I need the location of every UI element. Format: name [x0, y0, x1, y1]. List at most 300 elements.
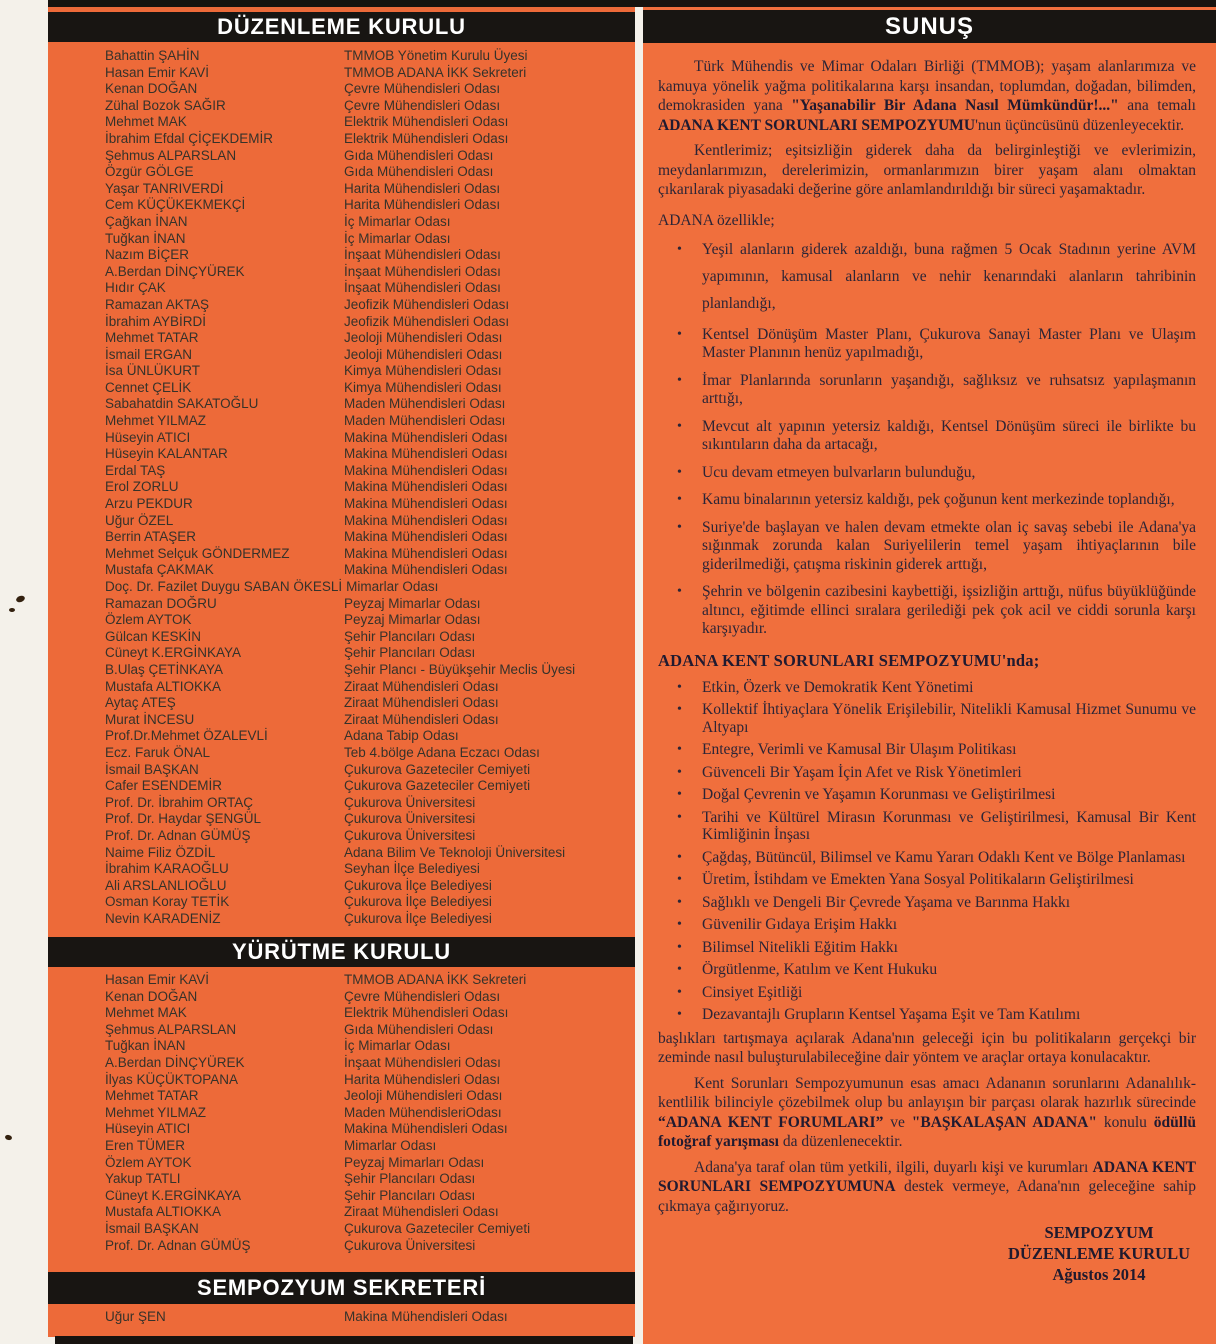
bullet-item — [658, 961, 1196, 979]
member-organization: Makina Mühendisleri Odası — [344, 462, 508, 478]
bullet-text — [702, 1006, 1080, 1023]
committee-member-row — [48, 529, 635, 546]
member-organization: Makina Mühendisleri Odası — [344, 529, 508, 545]
text-run: Kentsel Dönüşüm Master Planı, Çukurova Sanayi Master Planı ve Ulaşım Master Planının henüz yapılmadığı, — [702, 325, 1196, 361]
committee-member-row — [48, 1309, 635, 1326]
committee-member-row — [48, 197, 635, 214]
member-organization: Çukurova Üniversitesi — [344, 827, 476, 843]
bullet-icon: • — [677, 939, 682, 955]
bullet-text — [702, 786, 1055, 803]
bullet-icon: • — [677, 241, 682, 257]
member-name: Özlem AYTOK — [105, 612, 192, 628]
committee-member-row — [48, 712, 635, 729]
member-name: Özgür GÖLGE — [105, 164, 194, 180]
bold-text-run: ADANA KENT SORUNLARI SEMPOZYUMU'nda; — [658, 650, 1040, 670]
committee-member-row — [48, 330, 635, 347]
sunus-paragraph — [658, 1074, 1196, 1152]
member-organization: Harita Mühendisleri Odası — [344, 197, 501, 213]
committee-member-row — [48, 1155, 635, 1172]
sunus-panel — [643, 0, 1216, 1344]
member-name: Prof. Dr. Adnan GÜMÜŞ — [105, 827, 251, 843]
bullet-icon: • — [677, 742, 682, 757]
sunus-bullet-list — [658, 679, 1196, 1024]
member-organization: Kimya Mühendisleri Odası — [344, 363, 502, 379]
member-organization: Makina Mühendisleri Odası — [344, 496, 508, 512]
bullet-text — [702, 679, 973, 696]
member-organization: Çukurova İlçe Belediyesi — [344, 894, 492, 910]
text-run: Cinsiyet Eşitliği — [702, 983, 803, 1001]
bullet-icon: • — [677, 519, 682, 535]
committee-member-row — [48, 280, 635, 297]
member-organization: Mimarlar Odası — [344, 1137, 437, 1153]
bold-text-run: ödüllü fotoğraf yarışması — [658, 1113, 1196, 1150]
member-name: Cüneyt K.ERGİNKAYA — [105, 1187, 242, 1203]
member-name: İsa ÜNLÜKURT — [105, 363, 201, 379]
member-organization: Makina Mühendisleri Odası — [344, 512, 508, 528]
member-organization: Maden Mühendisleri Odası — [344, 396, 506, 412]
sekreter-member-list — [48, 1309, 635, 1326]
bullet-text — [702, 894, 1070, 911]
scan-edge-top — [48, 0, 1216, 7]
text-run: başlıkları tartışmaya açılarak Adana'nın geleceği için bu politikaların gerçekçi bir zeminde nasıl buluşturulabileceğine dair yöntem ve araçlar ortaya konulacaktır. — [658, 1029, 1196, 1066]
bold-text-run: ADANA KENT SORUNLARI SEMPOZYUMU — [658, 116, 976, 134]
text-run: Çağdaş, Bütüncül, Bilimsel ve Kamu Yararı Odaklı Kent ve Bölge Planlaması — [702, 848, 1186, 866]
member-organization: Ziraat Mühendisleri Odası — [344, 695, 499, 711]
text-run: Mevcut alt yapının yetersiz kaldığı, Kentsel Dönüşüm süreci ile birlikte bu sıkıntıların daha da artacağı, — [702, 417, 1196, 453]
member-name: Cem KÜÇÜKEKMEKÇİ — [105, 197, 246, 213]
bullet-text — [702, 418, 1196, 454]
bullet-item — [658, 984, 1196, 1002]
member-name: Hasan Emir KAVİ — [105, 972, 210, 987]
committee-member-row — [48, 662, 635, 679]
committee-member-row — [48, 629, 635, 646]
committee-member-row — [48, 695, 635, 712]
member-name: Tuğkan İNAN — [105, 230, 186, 246]
text-run: ADANA özellikle; — [658, 211, 775, 229]
text-run: Örgütlenme, Katılım ve Kent Hukuku — [702, 961, 938, 978]
member-name: Mehmet MAK — [105, 114, 187, 130]
bold-text-run: "Yaşanabilir Bir Adana Nasıl Mümkündür!..." — [791, 97, 1119, 114]
bullet-item — [658, 372, 1196, 409]
bullet-text — [702, 583, 1196, 637]
signature-line: DÜZENLEME KURULU — [1008, 1244, 1190, 1263]
member-name: Hıdır ÇAK — [105, 280, 166, 296]
text-run: da düzenlenecektir. — [778, 1133, 903, 1150]
member-name: Mehmet Selçuk GÖNDERMEZ — [105, 545, 290, 561]
member-name: Prof. Dr. Adnan GÜMÜŞ — [105, 1237, 251, 1253]
text-run: Kent Sorunları Sempozyumunun esas amacı Adananın sorunlarını Adanalılık-kentlilik bilinciyle çözebilmek olup bu anlayışın bir parçası olarak hazırlık sürecinde — [658, 1074, 1196, 1111]
bullet-item — [658, 741, 1196, 759]
member-organization: Jeofizik Mühendisleri Odası — [344, 313, 510, 329]
bullet-icon: • — [677, 702, 682, 717]
member-organization: Makina Mühendisleri Odası — [344, 479, 508, 495]
ink-speck — [4, 1134, 12, 1141]
member-organization: Gıda Mühendisleri Odası — [344, 147, 494, 163]
member-organization: Kimya Mühendisleri Odası — [344, 379, 502, 395]
member-name: Ramazan AKTAŞ — [105, 296, 210, 312]
committee-member-row — [48, 679, 635, 696]
bullet-icon: • — [677, 326, 682, 342]
committee-member-row — [48, 795, 635, 812]
section-header-sunus — [643, 10, 1216, 43]
member-name: Naime Filiz ÖZDİL — [105, 844, 216, 860]
committee-member-row — [48, 579, 635, 596]
member-organization: Harita Mühendisleri Odası — [344, 1071, 501, 1087]
member-organization: İç Mimarlar Odası — [344, 1038, 451, 1054]
committee-member-row — [48, 1022, 635, 1039]
member-name: Kenan DOĞAN — [105, 81, 198, 97]
committee-member-row — [48, 562, 635, 579]
member-organization: Makina Mühendisleri Odası — [344, 429, 508, 445]
member-organization: Şehir Plancıları Odası — [344, 628, 476, 644]
section-title: DÜZENLEME KURULU — [217, 14, 466, 39]
member-name: Uğur ŞEN — [105, 1309, 166, 1324]
member-organization: Çukurova Üniversitesi — [344, 811, 476, 827]
member-organization: Çukurova Üniversitesi — [344, 1237, 476, 1253]
bullet-item — [658, 491, 1196, 510]
member-name: Ecz. Faruk ÖNAL — [105, 744, 211, 760]
member-organization: Jeoloji Mühendisleri Odası — [344, 330, 503, 346]
committee-member-row — [48, 65, 635, 82]
member-name: A.Berdan DİNÇYÜREK — [105, 1054, 245, 1070]
committee-member-row — [48, 148, 635, 165]
committee-member-row — [48, 645, 635, 662]
committee-member-row — [48, 314, 635, 331]
member-organization: Mimarlar Odası — [346, 579, 439, 594]
member-organization: Makina Mühendisleri Odası — [344, 562, 508, 578]
member-organization: Harita Mühendisleri Odası — [344, 180, 501, 196]
committee-member-row — [48, 430, 635, 447]
member-organization: Elektrik Mühendisleri Odası — [344, 114, 509, 130]
bullet-icon: • — [677, 679, 682, 695]
member-name: İbrahim Efdal ÇİÇEKDEMİR — [105, 130, 274, 146]
text-run: Dezavantajlı Grupların Kentsel Yaşama Eşit ve Tam Katılımı — [702, 1006, 1081, 1023]
bullet-text — [702, 871, 1134, 888]
committee-member-row — [48, 989, 635, 1006]
member-organization: İç Mimarlar Odası — [344, 230, 451, 246]
bullet-icon: • — [677, 492, 682, 507]
committee-member-row — [48, 231, 635, 248]
member-name: Çağkan İNAN — [105, 213, 188, 229]
committee-member-row — [48, 380, 635, 397]
bullet-text — [702, 764, 1022, 781]
sunus-paragraph — [658, 141, 1196, 200]
member-name: Doç. Dr. Fazilet Duygu SABAN ÖKESLİ — [105, 579, 343, 594]
committee-member-row — [48, 1221, 635, 1238]
member-organization: Peyzaj Mimarlar Odası — [344, 612, 481, 628]
member-name: Aytaç ATEŞ — [105, 695, 176, 711]
committee-member-row — [48, 972, 635, 989]
member-name: Mehmet YILMAZ — [105, 413, 207, 429]
member-organization: Peyzaj Mimarlar Odası — [344, 595, 481, 611]
member-name: B.Ulaş ÇETİNKAYA — [105, 661, 224, 677]
committee-member-row — [48, 596, 635, 613]
committee-member-row — [48, 811, 635, 828]
bullet-icon: • — [677, 984, 682, 1000]
member-name: Prof.Dr.Mehmet ÖZALEVLİ — [105, 728, 268, 744]
member-organization: Çukurova Gazeteciler Cemiyeti — [344, 761, 531, 777]
member-name: İsmail BAŞKAN — [105, 761, 199, 777]
member-name: Tuğkan İNAN — [105, 1038, 186, 1054]
text-run: Doğal Çevrenin ve Yaşamın Korunması ve Geliştirilmesi — [702, 786, 1056, 803]
committee-member-row — [48, 81, 635, 98]
bullet-text — [702, 984, 802, 1001]
member-name: Gülcan KESKİN — [105, 628, 202, 644]
text-run: Kamu binalarının yetersiz kaldığı, pek çoğunun kent merkezinde toplandığı, — [702, 491, 1175, 508]
member-organization: Maden MühendisleriOdası — [344, 1104, 502, 1120]
member-name: Mustafa ALTIOKKA — [105, 678, 222, 694]
member-name: Mustafa ÇAKMAK — [105, 562, 214, 578]
member-organization: Gıda Mühendisleri Odası — [344, 1021, 494, 1037]
member-organization: İnşaat Mühendisleri Odası — [344, 247, 501, 263]
text-run: Üretim, İstihdam ve Emekten Yana Sosyal Politikaların Geliştirilmesi — [702, 871, 1134, 888]
member-name: Zühal Bozok SAĞIR — [105, 97, 226, 113]
ink-speck — [9, 608, 15, 612]
text-run: Güvenceli Bir Yaşam İçin Afet ve Risk Yönetimleri — [702, 763, 1022, 781]
committee-member-row — [48, 114, 635, 131]
bullet-icon: • — [677, 764, 682, 780]
section-header-yurutme-kurulu — [48, 937, 635, 967]
committee-member-row — [48, 911, 635, 928]
bullet-text — [702, 961, 937, 978]
ink-speck — [15, 595, 26, 604]
member-name: Hüseyin ATICI — [105, 1121, 191, 1137]
bullet-icon: • — [677, 372, 682, 388]
bullet-item — [658, 519, 1196, 575]
bullet-text — [702, 491, 1175, 508]
committee-member-row — [48, 463, 635, 480]
committee-member-row — [48, 264, 635, 281]
text-run: Etkin, Özerk ve Demokratik Kent Yönetimi — [702, 678, 974, 696]
member-name: İsmail BAŞKAN — [105, 1220, 199, 1236]
bullet-text — [702, 241, 1196, 312]
section-header-sempozyum-sekreteri — [48, 1272, 635, 1304]
committee-member-row — [48, 98, 635, 115]
text-run: Suriye'de başlayan ve halen devam etmekte olan iç savaş sebebi ile Adana'ya sığınmak zorunda kalan Suriyelilerin temel yaşam ihtiyaçlarının bile giderilmediği, çatışma riskinin giderek arttığı, — [702, 518, 1196, 573]
member-name: Hasan Emir KAVİ — [105, 64, 210, 80]
committee-member-row — [48, 1121, 635, 1138]
member-name: Yakup TATLI — [105, 1171, 181, 1187]
bold-text-run: "BAŞKALAŞAN ADANA" — [911, 1113, 1097, 1131]
bold-text-run: ADANA KENT SORUNLARI SEMPOZYUMUNA — [658, 1158, 1196, 1195]
text-run: Kollektif İhtiyaçlara Yönelik Erişilebilir, Nitelikli Kamusal Hizmet Sunumu ve Altyapı — [702, 701, 1196, 736]
text-run: Türk Mühendis ve Mimar Odaları Birliği (TMMOB); yaşam alanlarımıza ve kamuya yönelik yağma politikalarına karşı insandan, toplumdan, doğadan, bilimden, demokrasiden yana — [658, 58, 1196, 114]
section-title: SEMPOZYUM SEKRETERİ — [196, 1275, 486, 1300]
member-name: Prof. Dr. İbrahim ORTAÇ — [105, 794, 254, 810]
bullet-icon: • — [677, 584, 682, 599]
member-organization: Makina Mühendisleri Odası — [344, 1121, 508, 1137]
bullet-text — [702, 916, 897, 933]
member-organization: Seyhan İlçe Belediyesi — [344, 861, 480, 877]
member-organization: Ziraat Mühendisleri Odası — [344, 1204, 499, 1220]
member-organization: Maden Mühendisleri Odası — [344, 413, 506, 429]
bullet-item — [658, 236, 1196, 317]
committee-member-row — [48, 1005, 635, 1022]
committee-member-row — [48, 479, 635, 496]
bullet-item — [658, 764, 1196, 782]
bullet-item — [658, 1006, 1196, 1024]
text-run: Bilimsel Nitelikli Eğitim Hakkı — [702, 938, 898, 956]
member-name: Osman Koray TETİK — [105, 894, 230, 910]
committee-member-row — [48, 546, 635, 563]
member-organization: TMMOB ADANA İKK Sekreteri — [344, 64, 527, 80]
member-organization: Peyzaj Mimarları Odası — [344, 1154, 485, 1170]
member-organization: Adana Bilim Ve Teknoloji Üniversitesi — [344, 844, 566, 860]
member-organization: Şehir Plancı - Büyükşehir Meclis Üyesi — [344, 661, 576, 677]
committee-member-row — [48, 1238, 635, 1255]
committee-member-row — [48, 513, 635, 530]
member-organization: Çukurova İlçe Belediyesi — [344, 910, 492, 926]
scan-edge-bottom — [55, 1336, 633, 1344]
member-name: İlyas KÜÇÜKTOPANA — [105, 1071, 239, 1087]
member-organization: Gıda Mühendisleri Odası — [344, 164, 494, 180]
committee-member-row — [48, 1171, 635, 1188]
member-name: İsmail ERGAN — [105, 346, 193, 362]
bullet-icon: • — [677, 872, 682, 887]
text-run: ana temalı — [1118, 97, 1196, 114]
committee-member-row — [48, 363, 635, 380]
text-run: Kentlerimiz; eşitsizliğin giderek daha da belirginleştiği ve evlerimizin, meydanlarımızın, derelerimizin, ormanlarımızın birer yaşam alanı olmaktan çıkarılarak piyasadaki değerine göre anlamlandırıldığı bir süreci yaşamaktadır. — [658, 142, 1196, 198]
bullet-item — [658, 464, 1196, 483]
member-organization: Jeoloji Mühendisleri Odası — [344, 346, 503, 362]
bullet-icon: • — [677, 849, 682, 865]
member-name: Murat İNCESU — [105, 711, 195, 727]
text-run: Şehrin ve bölgenin cazibesini kaybettiği, işsizliğin arttığı, nüfus büyüklüğünde altıncı, eğitimde ellinci sıralara gerilediği pek çok acil ve ciddi sorunla karşı karşıyadır. — [702, 583, 1196, 637]
bullet-text — [702, 741, 1016, 758]
sunus-paragraph — [658, 1158, 1196, 1217]
member-name: İbrahim KARAOĞLU — [105, 861, 229, 877]
member-organization: Teb 4.bölge Adana Eczacı Odası — [344, 744, 540, 760]
committee-member-row — [48, 1204, 635, 1221]
member-organization: Elektrik Mühendisleri Odası — [344, 1005, 509, 1021]
committees-panel — [48, 6, 635, 1337]
text-run: İmar Planlarında sorunların yaşandığı, sağlıksız ve ruhsatsız yapılaşmanın arttığı, — [702, 371, 1196, 407]
committee-member-row — [48, 1072, 635, 1089]
bullet-text — [702, 519, 1196, 573]
bullet-text — [702, 939, 898, 956]
member-organization: TMMOB ADANA İKK Sekreteri — [344, 972, 527, 987]
text-run: Sağlıklı ve Dengeli Bir Çevrede Yaşama ve Barınma Hakkı — [702, 893, 1071, 911]
bullet-icon: • — [677, 787, 682, 802]
bullet-item — [658, 701, 1196, 736]
member-name: Ali ARSLANLIOĞLU — [105, 877, 227, 893]
member-name: Mustafa ALTIOKKA — [105, 1204, 222, 1220]
committee-member-row — [48, 1188, 635, 1205]
signature-line: Ağustos 2014 — [1052, 1265, 1146, 1284]
member-name: Cüneyt K.ERGİNKAYA — [105, 645, 242, 661]
member-name: Erol ZORLU — [105, 479, 179, 495]
text-run: 'nun üçüncüsünü düzenleyecektir. — [975, 116, 1185, 134]
member-organization: Şehir Plancıları Odası — [344, 1171, 476, 1187]
member-organization: Jeofizik Mühendisleri Odası — [344, 296, 510, 312]
bullet-item — [658, 916, 1196, 934]
committee-member-row — [48, 131, 635, 148]
member-organization: Çevre Mühendisleri Odası — [344, 988, 501, 1004]
committee-member-row — [48, 48, 635, 65]
member-name: Şehmus ALPARSLAN — [105, 147, 237, 163]
member-name: Mehmet TATAR — [105, 1088, 199, 1104]
committee-member-row — [48, 745, 635, 762]
bullet-item — [658, 786, 1196, 804]
signature-line: SEMPOZYUM — [1044, 1223, 1154, 1242]
bullet-text — [702, 701, 1196, 736]
committee-member-row — [48, 164, 635, 181]
member-name: Ramazan DOĞRU — [105, 595, 217, 611]
text-run: Adana'ya taraf olan tüm yetkili, ilgili, duyarlı kişi ve kurumları — [694, 1158, 1093, 1176]
committee-member-row — [48, 762, 635, 779]
committee-member-row — [48, 446, 635, 463]
member-organization: İç Mimarlar Odası — [344, 213, 451, 229]
committee-member-row — [48, 828, 635, 845]
committee-member-row — [48, 1088, 635, 1105]
member-name: Mehmet MAK — [105, 1005, 187, 1021]
signature-block — [1008, 1222, 1190, 1285]
member-organization: Şehir Plancıları Odası — [344, 645, 476, 661]
text-run: Ucu devam etmeyen bulvarların bulunduğu, — [702, 463, 976, 481]
member-organization: İnşaat Mühendisleri Odası — [344, 1054, 501, 1070]
text-run: destek vermeye, Adana'nın geleceğine sahip çıkmaya çağırıyoruz. — [658, 1178, 1196, 1215]
bullet-text — [702, 849, 1185, 866]
member-organization: Çukurova Üniversitesi — [344, 794, 476, 810]
text-run: ve — [883, 1113, 912, 1131]
text-run: Güvenilir Gıdaya Erişim Hakkı — [702, 916, 897, 933]
member-name: Şehmus ALPARSLAN — [105, 1021, 237, 1037]
member-organization: Çukurova Gazeteciler Cemiyeti — [344, 778, 531, 794]
member-name: Nazım BİÇER — [105, 247, 190, 263]
member-name: Berrin ATAŞER — [105, 529, 197, 545]
member-name: Cafer ESENDEMİR — [105, 778, 223, 794]
bullet-text — [702, 326, 1196, 362]
bullet-item — [658, 679, 1196, 697]
committee-member-row — [48, 247, 635, 264]
bullet-item — [658, 583, 1196, 639]
text-run: Tarihi ve Kültürel Mirasın Korunması ve Geliştirilmesi, Kamusal Bir Kent Kimliğinin İnşası — [702, 808, 1196, 843]
bullet-item — [658, 809, 1196, 844]
member-organization: Çukurova İlçe Belediyesi — [344, 877, 492, 893]
member-organization: İnşaat Mühendisleri Odası — [344, 280, 501, 296]
sunus-subheading — [658, 651, 1196, 671]
sunus-content — [643, 43, 1216, 1216]
bullet-icon: • — [677, 418, 682, 434]
sunus-label — [658, 212, 1196, 230]
member-organization: Çukurova Gazeteciler Cemiyeti — [344, 1220, 531, 1236]
member-organization: TMMOB Yönetim Kurulu Üyesi — [344, 48, 528, 63]
section-title: SUNUŞ — [884, 13, 974, 40]
bullet-item — [658, 418, 1196, 455]
text-run: konulu — [1096, 1113, 1154, 1131]
committee-member-row — [48, 612, 635, 629]
bullet-text — [702, 372, 1196, 408]
committee-member-row — [48, 878, 635, 895]
committee-member-row — [48, 845, 635, 862]
committee-member-row — [48, 214, 635, 231]
member-organization: Çevre Mühendisleri Odası — [344, 81, 501, 97]
bullet-icon: • — [677, 1007, 682, 1022]
member-organization: Çevre Mühendisleri Odası — [344, 97, 501, 113]
member-organization: Ziraat Mühendisleri Odası — [344, 711, 499, 727]
bullet-icon: • — [677, 894, 682, 910]
committee-member-row — [48, 396, 635, 413]
member-name: Eren TÜMER — [105, 1137, 186, 1153]
member-name: Cennet ÇELİK — [105, 379, 192, 395]
bullet-text — [702, 464, 975, 481]
section-title: YÜRÜTME KURULU — [232, 939, 451, 964]
sunus-paragraph — [658, 57, 1196, 135]
member-name: Prof. Dr. Haydar ŞENGÜL — [105, 811, 262, 827]
bullet-item — [658, 894, 1196, 912]
committee-member-row — [48, 894, 635, 911]
committee-member-row — [48, 861, 635, 878]
